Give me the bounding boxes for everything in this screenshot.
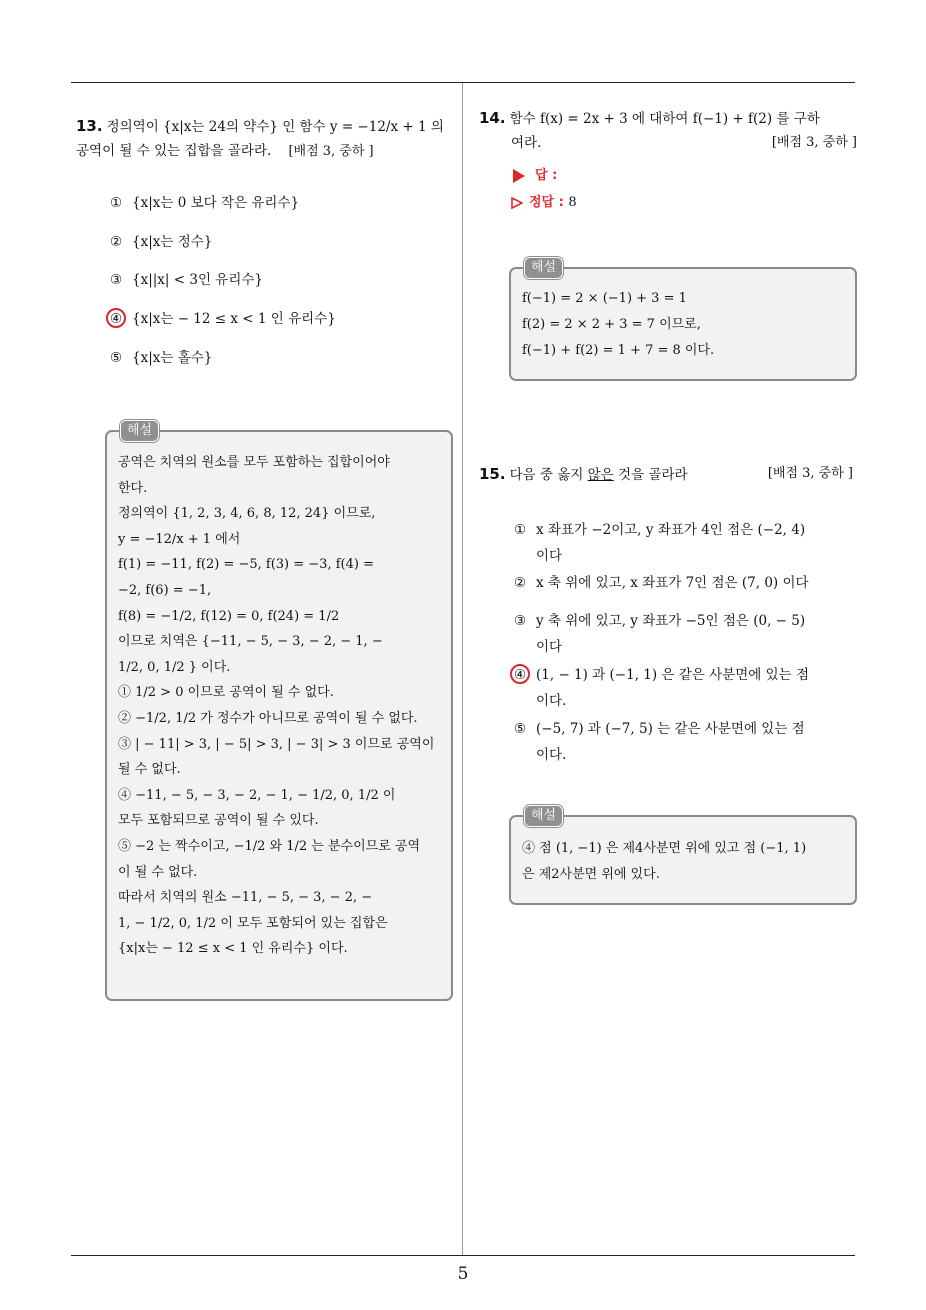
question-meta: [배점 3, 중하 ] [771, 135, 857, 150]
question-15: 15. 다음 중 옳지 않은 것을 골라라 [배점 3, 중하 ] [479, 462, 855, 487]
q14-answer-field[interactable]: 답 : [513, 164, 557, 183]
q15-selected-circle-icon [510, 664, 530, 684]
q15-solution-tag: 해설 [524, 805, 563, 827]
question-stem-line2: 공역이 될 수 있는 집합을 골라라. [76, 143, 272, 159]
q13-selected-circle-icon [106, 308, 126, 328]
question-stem-line2: 여라. [511, 135, 542, 151]
page-number: 5 [457, 1264, 469, 1284]
q14-solution-text: f(−1) = 2 × (−1) + 3 = 1 f(2) = 2 × 2 + 3 = 7 이므로, f(−1) + f(2) = 1 + 7 = 8 이다. [522, 291, 715, 358]
top-rule [71, 82, 855, 83]
q15-option-5[interactable]: ⑤ (−5, 7) 과 (−7, 5) 는 같은 사분면에 있는 점 이다. [514, 721, 805, 763]
column-divider [462, 83, 463, 1255]
q15-option-1[interactable]: ① x 좌표가 −2이고, y 좌표가 4인 점은 (−2, 4) 이다 [514, 522, 806, 564]
q15-option-3[interactable]: ③ y 축 위에 있고, y 좌표가 −5인 점은 (0, − 5) 이다 [514, 613, 806, 655]
q13-solution-tag: 해설 [120, 420, 159, 442]
underlined-word: 않은 [587, 467, 614, 483]
q15-option-2[interactable]: ② x 축 위에 있고, x 좌표가 7인 점은 (7, 0) 이다 [514, 575, 809, 591]
question-number: 14. [479, 109, 506, 127]
play-triangle-icon [513, 169, 525, 183]
q14-solution-tag: 해설 [524, 257, 563, 279]
question-number: 15. [479, 465, 506, 483]
q13-option-3[interactable]: ③ {x||x| < 3인 유리수} [110, 272, 263, 288]
q13-option-5[interactable]: ⑤ {x|x는 홀수} [110, 350, 213, 366]
question-meta: [배점 3, 중하 ] [767, 466, 853, 481]
outline-triangle-icon [511, 197, 523, 209]
q13-option-1[interactable]: ① {x|x는 0 보다 작은 유리수} [110, 195, 300, 211]
question-13 [76, 114, 456, 164]
question-stem-line1: 함수 f(x) = 2x + 3 에 대하여 f(−1) + f(2) 를 구하 [509, 111, 820, 127]
question-stem-line1: 정의역이 {x|x는 24의 약수} 인 함수 y = −12/x + 1 의 [106, 119, 444, 135]
bottom-rule [71, 1255, 855, 1256]
q14-correct-answer: 정답 : 8 [511, 191, 577, 210]
q15-solution-text: ④ 점 (1, −1) 은 제4사분면 위에 있고 점 (−1, 1) 은 제2사분면 위에 있다. [522, 841, 807, 882]
question-meta: [배점 3, 중하 ] [288, 144, 374, 159]
q13-option-4[interactable]: ④ {x|x는 − 12 ≤ x < 1 인 유리수} [110, 311, 336, 327]
q13-solution-text: 공역은 치역의 원소를 모두 포함하는 집합이어야 한다. 정의역이 {1, 2, 3, 4, 6, 8, 12, 24} 이므로, y = −12/x + 1 에서 f(1) = −11, f(2) = −5, f(3) = −3, f(4) = −2, f(6) = −1, f(8) = −1/2, f(12) = 0, f(24) = 1/2 이므로 치역은 {−11, − 5, − 3, − 2, − 1, − 1/2, 0, 1/2 } 이다. ① 1/2 > 0 이므로 공역이 될 수 없다. ② −1/2, 1/2 가 정수가 아니므로 공역이 될 수 없다. ③ | − 11| > 3, | − 5| > 3, | − 3| > 3 이므로 공역이 될 수 없다. ④ −11, − 5, − 3, − 2, − 1, − 1/2, 0, 1/2 이 모두 포함되므로 공역이 될 수 있다. ⑤ −2 는 짝수이고, −1/2 와 1/2 는 분수이므로 공역 이 될 수 없다. 따라서 치역의 원소 −11, − 5, − 3, − 2, − 1, − 1/2, 0, 1/2 이 모두 포함되어 있는 집합은 {x|x는 − 12 ≤ x < 1 인 유리수} 이다. [118, 455, 435, 957]
question-14 [479, 106, 859, 155]
q15-option-4[interactable]: ④ (1, − 1) 과 (−1, 1) 은 같은 사분면에 있는 점 이다. [514, 667, 809, 709]
question-number: 13. [76, 117, 103, 135]
q13-option-2[interactable]: ② {x|x는 정수} [110, 234, 213, 250]
